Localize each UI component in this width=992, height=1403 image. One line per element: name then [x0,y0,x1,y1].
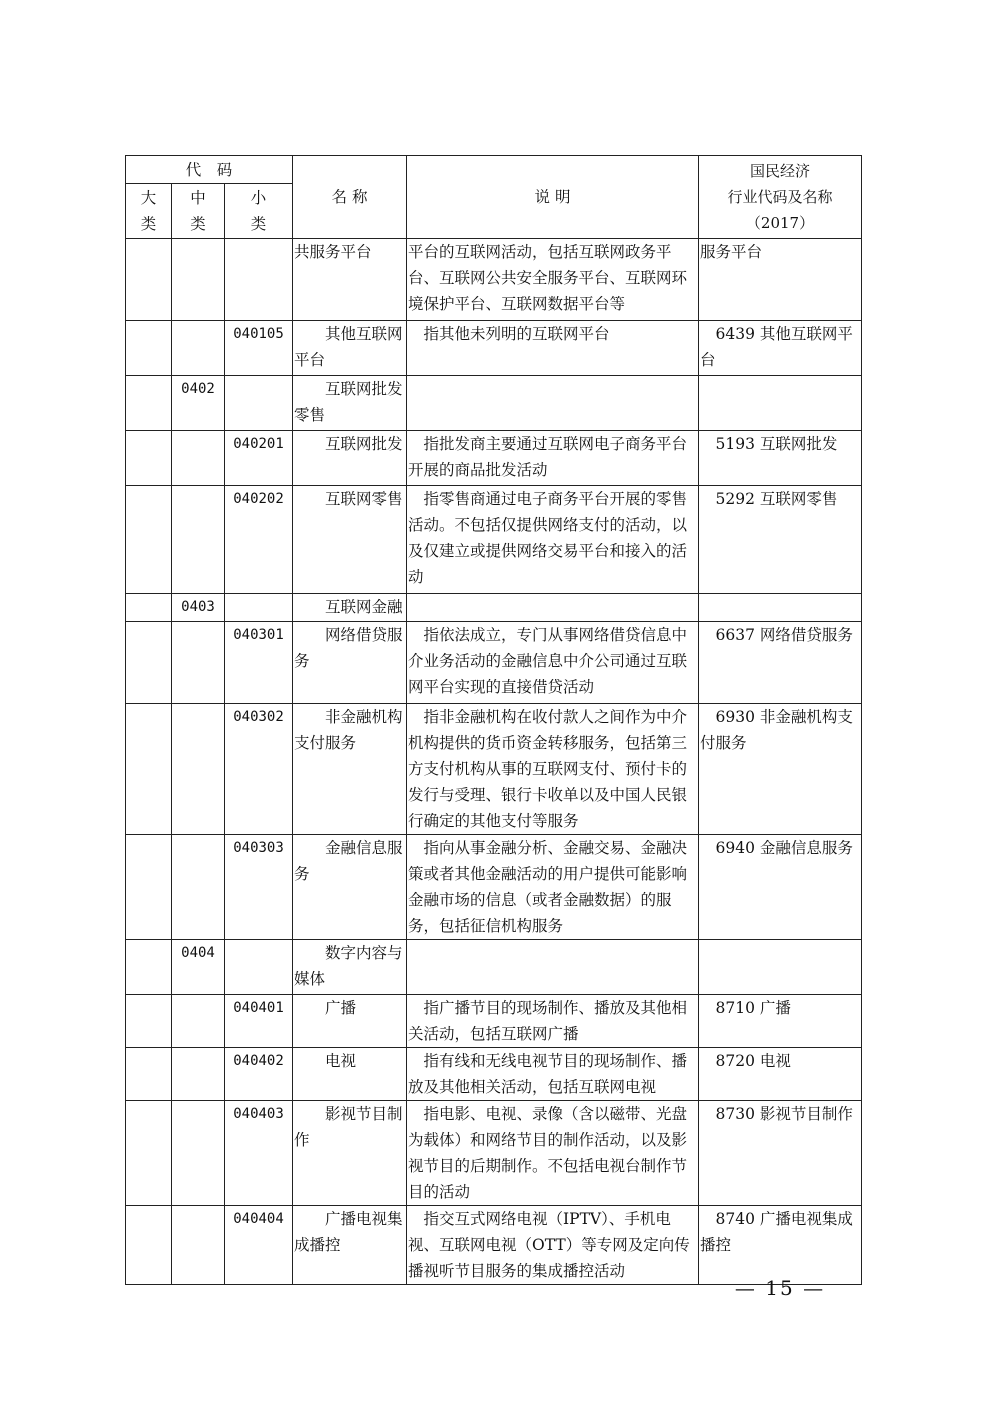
cell-major-code [126,704,172,835]
table-row [126,995,862,1048]
table-row [126,376,862,431]
cell-industry: 6930 非金融机构支付服务 [699,704,862,835]
cell-description: 指非金融机构在收付款人之间作为中介机构提供的货币资金转移服务，包括第三方支付机构从事的互联网支付、预付卡的发行与受理、银行卡收单以及中国人民银行确定的其他支付等服务 [407,704,699,835]
table-row [126,1048,862,1101]
cell-medium-code: 0404 [172,940,225,995]
table-row [126,704,862,835]
cell-minor-code: 040303 [225,835,293,940]
table-row [126,321,862,376]
cell-description [407,376,699,431]
cell-description: 指电影、电视、录像（含以磁带、光盘为载体）和网络节目的制作活动，以及影视节目的后期制作。不包括电视台制作节目的活动 [407,1101,699,1206]
header-minor: 小 类 [225,184,293,239]
cell-minor-code: 040202 [225,486,293,594]
cell-medium-code [172,995,225,1048]
header-code-group: 代 码 [126,156,293,184]
cell-medium-code: 0402 [172,376,225,431]
cell-industry: 5292 互联网零售 [699,486,862,594]
cell-medium-code [172,704,225,835]
table-row [126,594,862,622]
cell-industry: 6439 其他互联网平台 [699,321,862,376]
cell-name: 非金融机构支付服务 [293,704,407,835]
cell-industry [699,376,862,431]
header-medium: 中 类 [172,184,225,239]
header-description: 说 明 [407,156,699,239]
cell-major-code [126,321,172,376]
cell-minor-code: 040302 [225,704,293,835]
cell-medium-code [172,239,225,321]
cell-description [407,594,699,622]
cell-major-code [126,995,172,1048]
cell-minor-code [225,239,293,321]
cell-description: 指依法成立，专门从事网络借贷信息中介业务活动的金融信息中介公司通过互联网平台实现的直接借贷活动 [407,622,699,704]
table-row [126,431,862,486]
table-row [126,1101,862,1206]
cell-minor-code: 040301 [225,622,293,704]
cell-major-code [126,1101,172,1206]
cell-name: 互联网金融 [293,594,407,622]
cell-medium-code: 0403 [172,594,225,622]
cell-major-code [126,486,172,594]
cell-name: 金融信息服务 [293,835,407,940]
cell-minor-code: 040401 [225,995,293,1048]
cell-name: 网络借贷服务 [293,622,407,704]
cell-name: 其他互联网平台 [293,321,407,376]
cell-minor-code: 040201 [225,431,293,486]
table-row [126,940,862,995]
cell-description: 指批发商主要通过互联网电子商务平台开展的商品批发活动 [407,431,699,486]
table-row [126,835,862,940]
cell-medium-code [172,321,225,376]
table-row [126,486,862,594]
cell-industry: 5193 互联网批发 [699,431,862,486]
cell-industry: 服务平台 [699,239,862,321]
cell-medium-code [172,1048,225,1101]
cell-major-code [126,594,172,622]
cell-medium-code [172,835,225,940]
table-row [126,1206,862,1285]
cell-name: 广播 [293,995,407,1048]
cell-industry: 8740 广播电视集成播控 [699,1206,862,1285]
cell-medium-code [172,431,225,486]
cell-medium-code [172,622,225,704]
cell-minor-code [225,940,293,995]
cell-description: 指向从事金融分析、金融交易、金融决策或者其他金融活动的用户提供可能影响金融市场的信息（或者金融数据）的服务，包括征信机构服务 [407,835,699,940]
header-major: 大 类 [126,184,172,239]
cell-name: 广播电视集成播控 [293,1206,407,1285]
cell-description: 平台的互联网活动，包括互联网政务平台、互联网公共安全服务平台、互联网环境保护平台、互联网数据平台等 [407,239,699,321]
cell-industry [699,594,862,622]
cell-name: 互联网零售 [293,486,407,594]
table-body [126,239,862,1285]
header-national-industry: 国民经济 行业代码及名称 （2017） [699,156,862,239]
cell-major-code [126,1048,172,1101]
cell-name: 互联网批发 [293,431,407,486]
cell-minor-code [225,376,293,431]
classification-table [125,155,862,1285]
cell-medium-code [172,1206,225,1285]
cell-major-code [126,1206,172,1285]
header-name: 名 称 [293,156,407,239]
cell-description: 指广播节目的现场制作、播放及其他相关活动，包括互联网广播 [407,995,699,1048]
cell-minor-code [225,594,293,622]
cell-name: 数字内容与媒体 [293,940,407,995]
cell-description: 指其他未列明的互联网平台 [407,321,699,376]
page-number: — 15 — [734,1276,826,1300]
cell-industry: 8720 电视 [699,1048,862,1101]
table-row [126,239,862,321]
cell-major-code [126,431,172,486]
cell-minor-code: 040105 [225,321,293,376]
cell-name: 影视节目制作 [293,1101,407,1206]
cell-description: 指交互式网络电视（IPTV）、手机电视、互联网电视（OTT）等专网及定向传播视听节目服务的集成播控活动 [407,1206,699,1285]
cell-industry: 6637 网络借贷服务 [699,622,862,704]
cell-description [407,940,699,995]
cell-industry: 8710 广播 [699,995,862,1048]
cell-name: 共服务平台 [293,239,407,321]
cell-major-code [126,239,172,321]
cell-major-code [126,835,172,940]
cell-description: 指零售商通过电子商务平台开展的零售活动。不包括仅提供网络支付的活动，以及仅建立或提供网络交易平台和接入的活动 [407,486,699,594]
table-header [126,156,862,239]
cell-major-code [126,622,172,704]
cell-description: 指有线和无线电视节目的现场制作、播放及其他相关活动，包括互联网电视 [407,1048,699,1101]
cell-major-code [126,940,172,995]
cell-name: 电视 [293,1048,407,1101]
cell-industry: 6940 金融信息服务 [699,835,862,940]
cell-minor-code: 040404 [225,1206,293,1285]
cell-name: 互联网批发零售 [293,376,407,431]
cell-medium-code [172,486,225,594]
cell-major-code [126,376,172,431]
cell-medium-code [172,1101,225,1206]
table-row [126,622,862,704]
cell-industry: 8730 影视节目制作 [699,1101,862,1206]
cell-minor-code: 040403 [225,1101,293,1206]
cell-minor-code: 040402 [225,1048,293,1101]
cell-industry [699,940,862,995]
